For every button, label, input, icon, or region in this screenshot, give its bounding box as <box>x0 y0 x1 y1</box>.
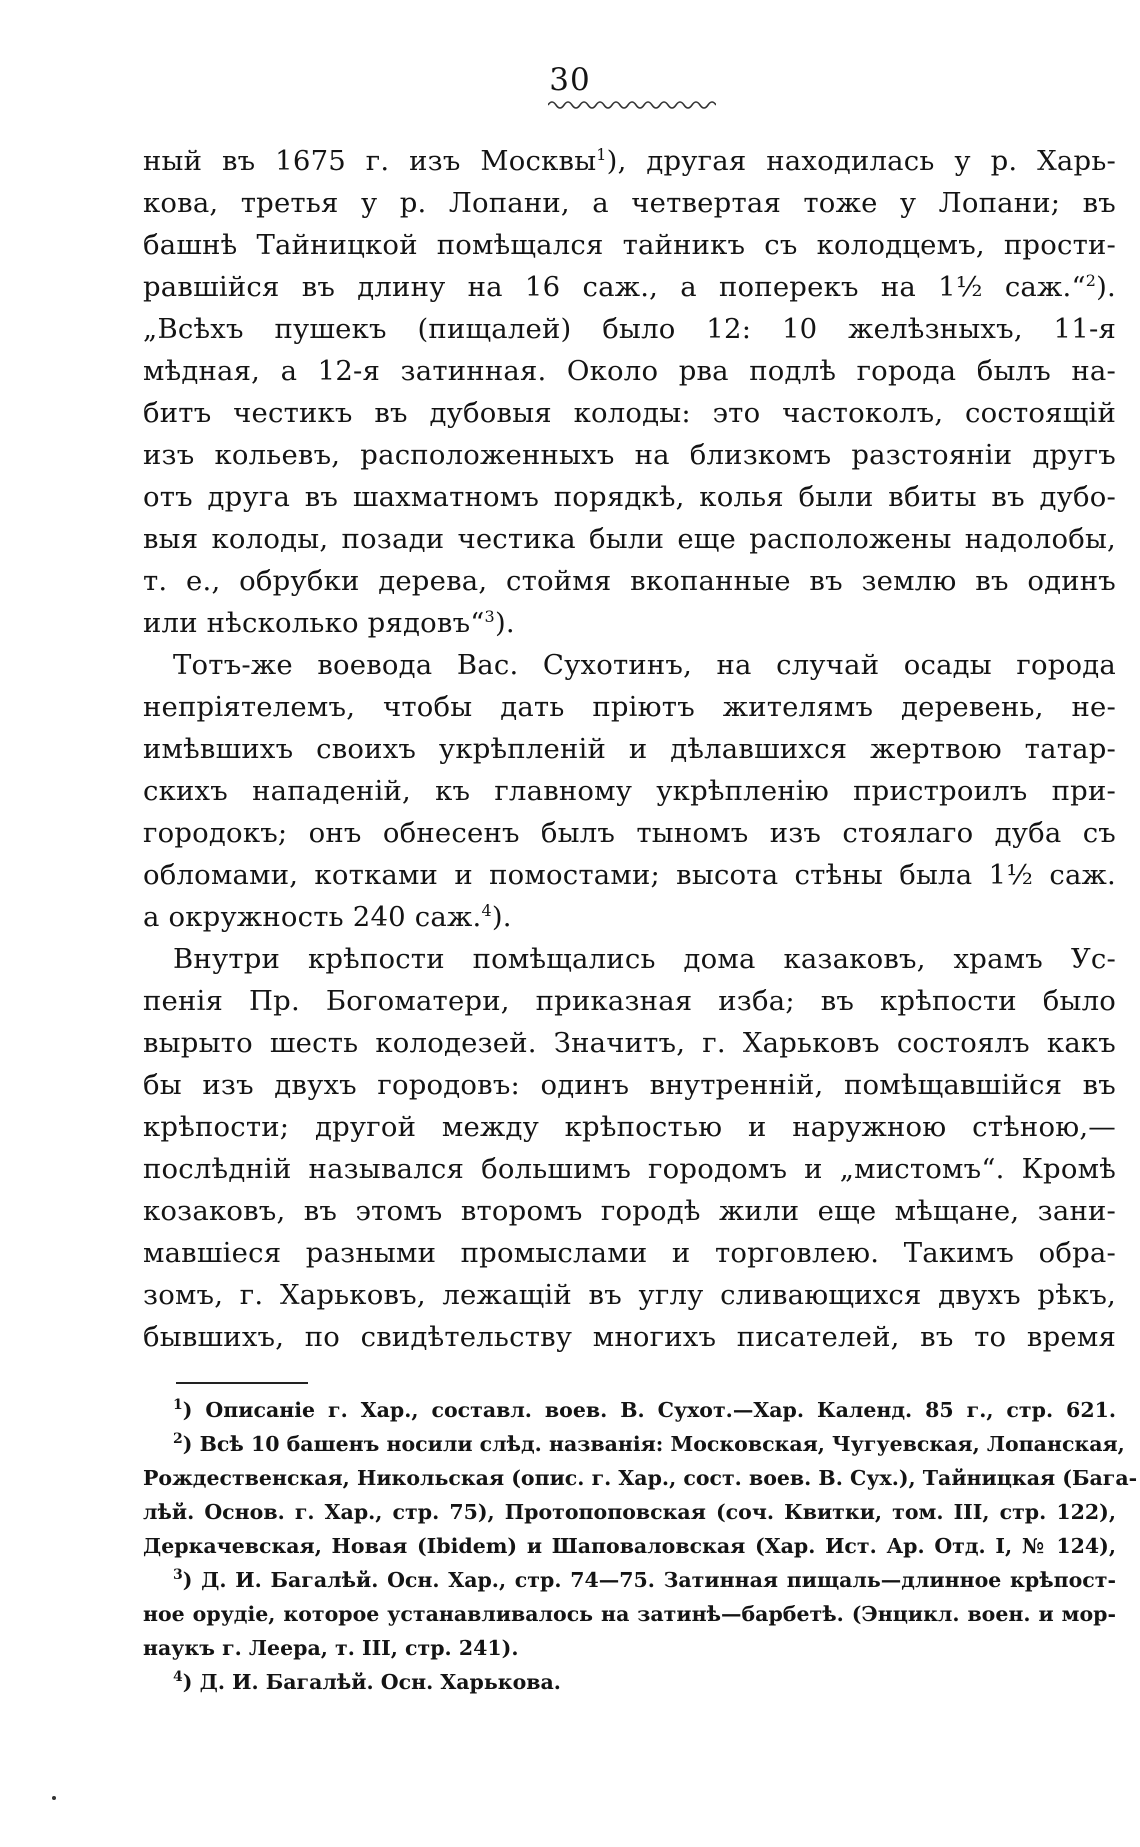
text-line <box>143 476 1116 518</box>
line-text: Деркачевская, Новая (Ibidem) и Шаповаловская (Хар. Ист. Ар. Отд. I, № 124), <box>143 1534 1116 1558</box>
line-text: ) Д. И. Багалѣй. Осн. Харькова. <box>182 1670 561 1694</box>
line-text: кова, третья у р. Лопани, а четвертая тоже у Лопани; въ <box>143 187 1116 219</box>
line-text: скихъ нападеній, къ главному укрѣпленію пристроилъ при- <box>143 775 1116 807</box>
text-line <box>143 686 1116 728</box>
line-text: непріятелемъ, чтобы дать пріютъ жителямъ деревень, не- <box>143 691 1116 723</box>
text-line <box>143 434 1116 476</box>
text-line <box>143 182 1116 224</box>
footnote-marker: 2 <box>173 1431 183 1448</box>
line-text: а окружность 240 саж. <box>143 901 482 933</box>
text-line <box>143 938 1116 980</box>
text-line <box>143 518 1116 560</box>
line-text: городокъ; онъ обнесенъ былъ тыномъ изъ стоялаго дуба съ <box>143 817 1116 849</box>
text-line <box>143 224 1116 266</box>
footnote-divider <box>176 1382 308 1384</box>
line-text: имѣвшихъ своихъ укрѣпленій и дѣлавшихся жертвою татар- <box>143 733 1116 765</box>
text-line <box>143 602 1116 644</box>
text-line <box>143 140 1116 182</box>
line-text: Рождественская, Никольская (опис. г. Хар., сост. воев. В. Сух.), Тайницкая (Бага- <box>143 1466 1138 1490</box>
footnote-line <box>143 1393 1116 1427</box>
line-text: мавшіеся разными промыслами и торговлею. Такимъ обра- <box>143 1237 1116 1269</box>
line-text: ) Описаніе г. Хар., составл. воев. В. Сухот.—Хар. Календ. 85 г., стр. 621. <box>182 1398 1116 1422</box>
line-text: пенія Пр. Богоматери, приказная изба; въ крѣпости было <box>143 985 1116 1017</box>
line-text-continued: ), другая находилась у р. Харь- <box>606 145 1116 177</box>
footnote-marker: 1 <box>173 1397 183 1414</box>
line-text: битъ честикъ въ дубовыя колоды: это частоколъ, состоящій <box>143 397 1116 429</box>
line-text: крѣпости; другой между крѣпостью и наружною стѣною,— <box>143 1111 1116 1143</box>
text-line <box>143 1316 1116 1358</box>
line-text: „Всѣхъ пушекъ (пищалей) было 12: 10 желѣзныхъ, 11-я <box>143 313 1116 345</box>
text-line <box>143 854 1116 896</box>
line-text: зомъ, г. Харьковъ, лежащій въ углу сливающихся двухъ рѣкъ, <box>143 1279 1116 1311</box>
line-text-continued: ). <box>494 607 515 639</box>
line-text: козаковъ, въ этомъ второмъ городѣ жили еще мѣщане, зани- <box>143 1195 1116 1227</box>
footnote-line <box>143 1631 1116 1665</box>
text-line <box>143 896 1116 938</box>
text-line <box>143 392 1116 434</box>
line-text: ный въ 1675 г. изъ Москвы <box>143 145 597 177</box>
footnote-reference[interactable]: 3 <box>484 606 495 626</box>
text-line <box>143 1190 1116 1232</box>
text-line <box>143 980 1116 1022</box>
text-line <box>143 266 1116 308</box>
footnote-line <box>143 1529 1116 1563</box>
text-line <box>143 350 1116 392</box>
line-text: вырыто шесть колодезей. Значитъ, г. Харьковъ состоялъ какъ <box>143 1027 1116 1059</box>
decorative-wave-rule <box>548 98 716 112</box>
line-text: равшійся въ длину на 16 саж., а поперекъ на 1½ саж.“ <box>143 271 1086 303</box>
line-text: ное орудіе, которое устанавливалось на затинѣ—барбетѣ. (Энцикл. воен. и мор- <box>143 1602 1116 1626</box>
page-number: 30 <box>549 62 591 98</box>
text-line <box>143 1148 1116 1190</box>
line-text: т. е., обрубки дерева, стоймя вкопанные въ землю въ одинъ <box>143 565 1116 597</box>
footnotes <box>143 1393 1138 1699</box>
text-line <box>143 1022 1116 1064</box>
text-line <box>143 1064 1116 1106</box>
line-text: мѣдная, а 12-я затинная. Около рва подлѣ города былъ на- <box>143 355 1116 387</box>
line-text: наукъ г. Леера, т. III, стр. 241). <box>143 1636 519 1660</box>
line-text: бывшихъ, по свидѣтельству многихъ писателей, въ то время <box>143 1321 1116 1353</box>
line-text: Внутри крѣпости помѣщались дома казаковъ, храмъ Ус- <box>173 943 1116 975</box>
footnote-line <box>143 1427 1125 1461</box>
line-text-continued: ). <box>491 901 512 933</box>
text-line <box>143 1232 1116 1274</box>
footnote-marker: 3 <box>173 1567 183 1584</box>
line-text: выя колоды, позади честика были еще расположены надолобы, <box>143 523 1116 555</box>
footnote-reference[interactable]: 2 <box>1085 270 1097 290</box>
line-text: изъ кольевъ, расположенныхъ на близкомъ разстояніи другъ <box>143 439 1116 471</box>
line-text: ) Д. И. Багалѣй. Осн. Хар., стр. 74—75. Затинная пищаль—длинное крѣпост- <box>182 1568 1116 1592</box>
footnote-marker: 4 <box>173 1669 183 1686</box>
page-speck <box>52 1796 56 1800</box>
text-line <box>143 770 1116 812</box>
body-text <box>143 140 1116 1358</box>
line-text: послѣдній назывался большимъ городомъ и „мистомъ“. Кромѣ <box>143 1153 1116 1185</box>
text-line <box>143 644 1116 686</box>
line-text: бы изъ двухъ городовъ: одинъ внутренній, помѣщавшійся въ <box>143 1069 1116 1101</box>
footnote-line <box>143 1597 1116 1631</box>
footnote-line <box>143 1665 1116 1699</box>
text-line <box>143 1274 1116 1316</box>
line-text: Тотъ-же воевода Вас. Сухотинъ, на случай осады города <box>173 649 1116 681</box>
line-text: обломами, котками и помостами; высота стѣны была 1½ саж. <box>143 859 1116 891</box>
text-line <box>143 1106 1116 1148</box>
text-line <box>143 728 1116 770</box>
footnote-line <box>143 1461 1138 1495</box>
footnote-reference[interactable]: 4 <box>481 900 492 920</box>
line-text-continued: ). <box>1096 271 1116 303</box>
text-line <box>143 308 1116 350</box>
line-text: ) Всѣ 10 башенъ носили слѣд. названія: Московская, Чугуевская, Лопанская, <box>182 1432 1125 1456</box>
footnote-line <box>143 1495 1116 1529</box>
footnote-reference[interactable]: 1 <box>596 144 607 164</box>
footnote-line <box>143 1563 1116 1597</box>
line-text: отъ друга въ шахматномъ порядкѣ, колья были вбиты въ дубо- <box>143 481 1116 513</box>
line-text: лѣй. Основ. г. Хар., стр. 75), Протопоповская (соч. Квитки, том. III, стр. 122), <box>143 1500 1116 1524</box>
line-text: башнѣ Тайницкой помѣщался тайникъ съ колодцемъ, прости- <box>143 229 1116 261</box>
text-line <box>143 560 1116 602</box>
text-line <box>143 812 1116 854</box>
line-text: или нѣсколько рядовъ“ <box>143 607 485 639</box>
